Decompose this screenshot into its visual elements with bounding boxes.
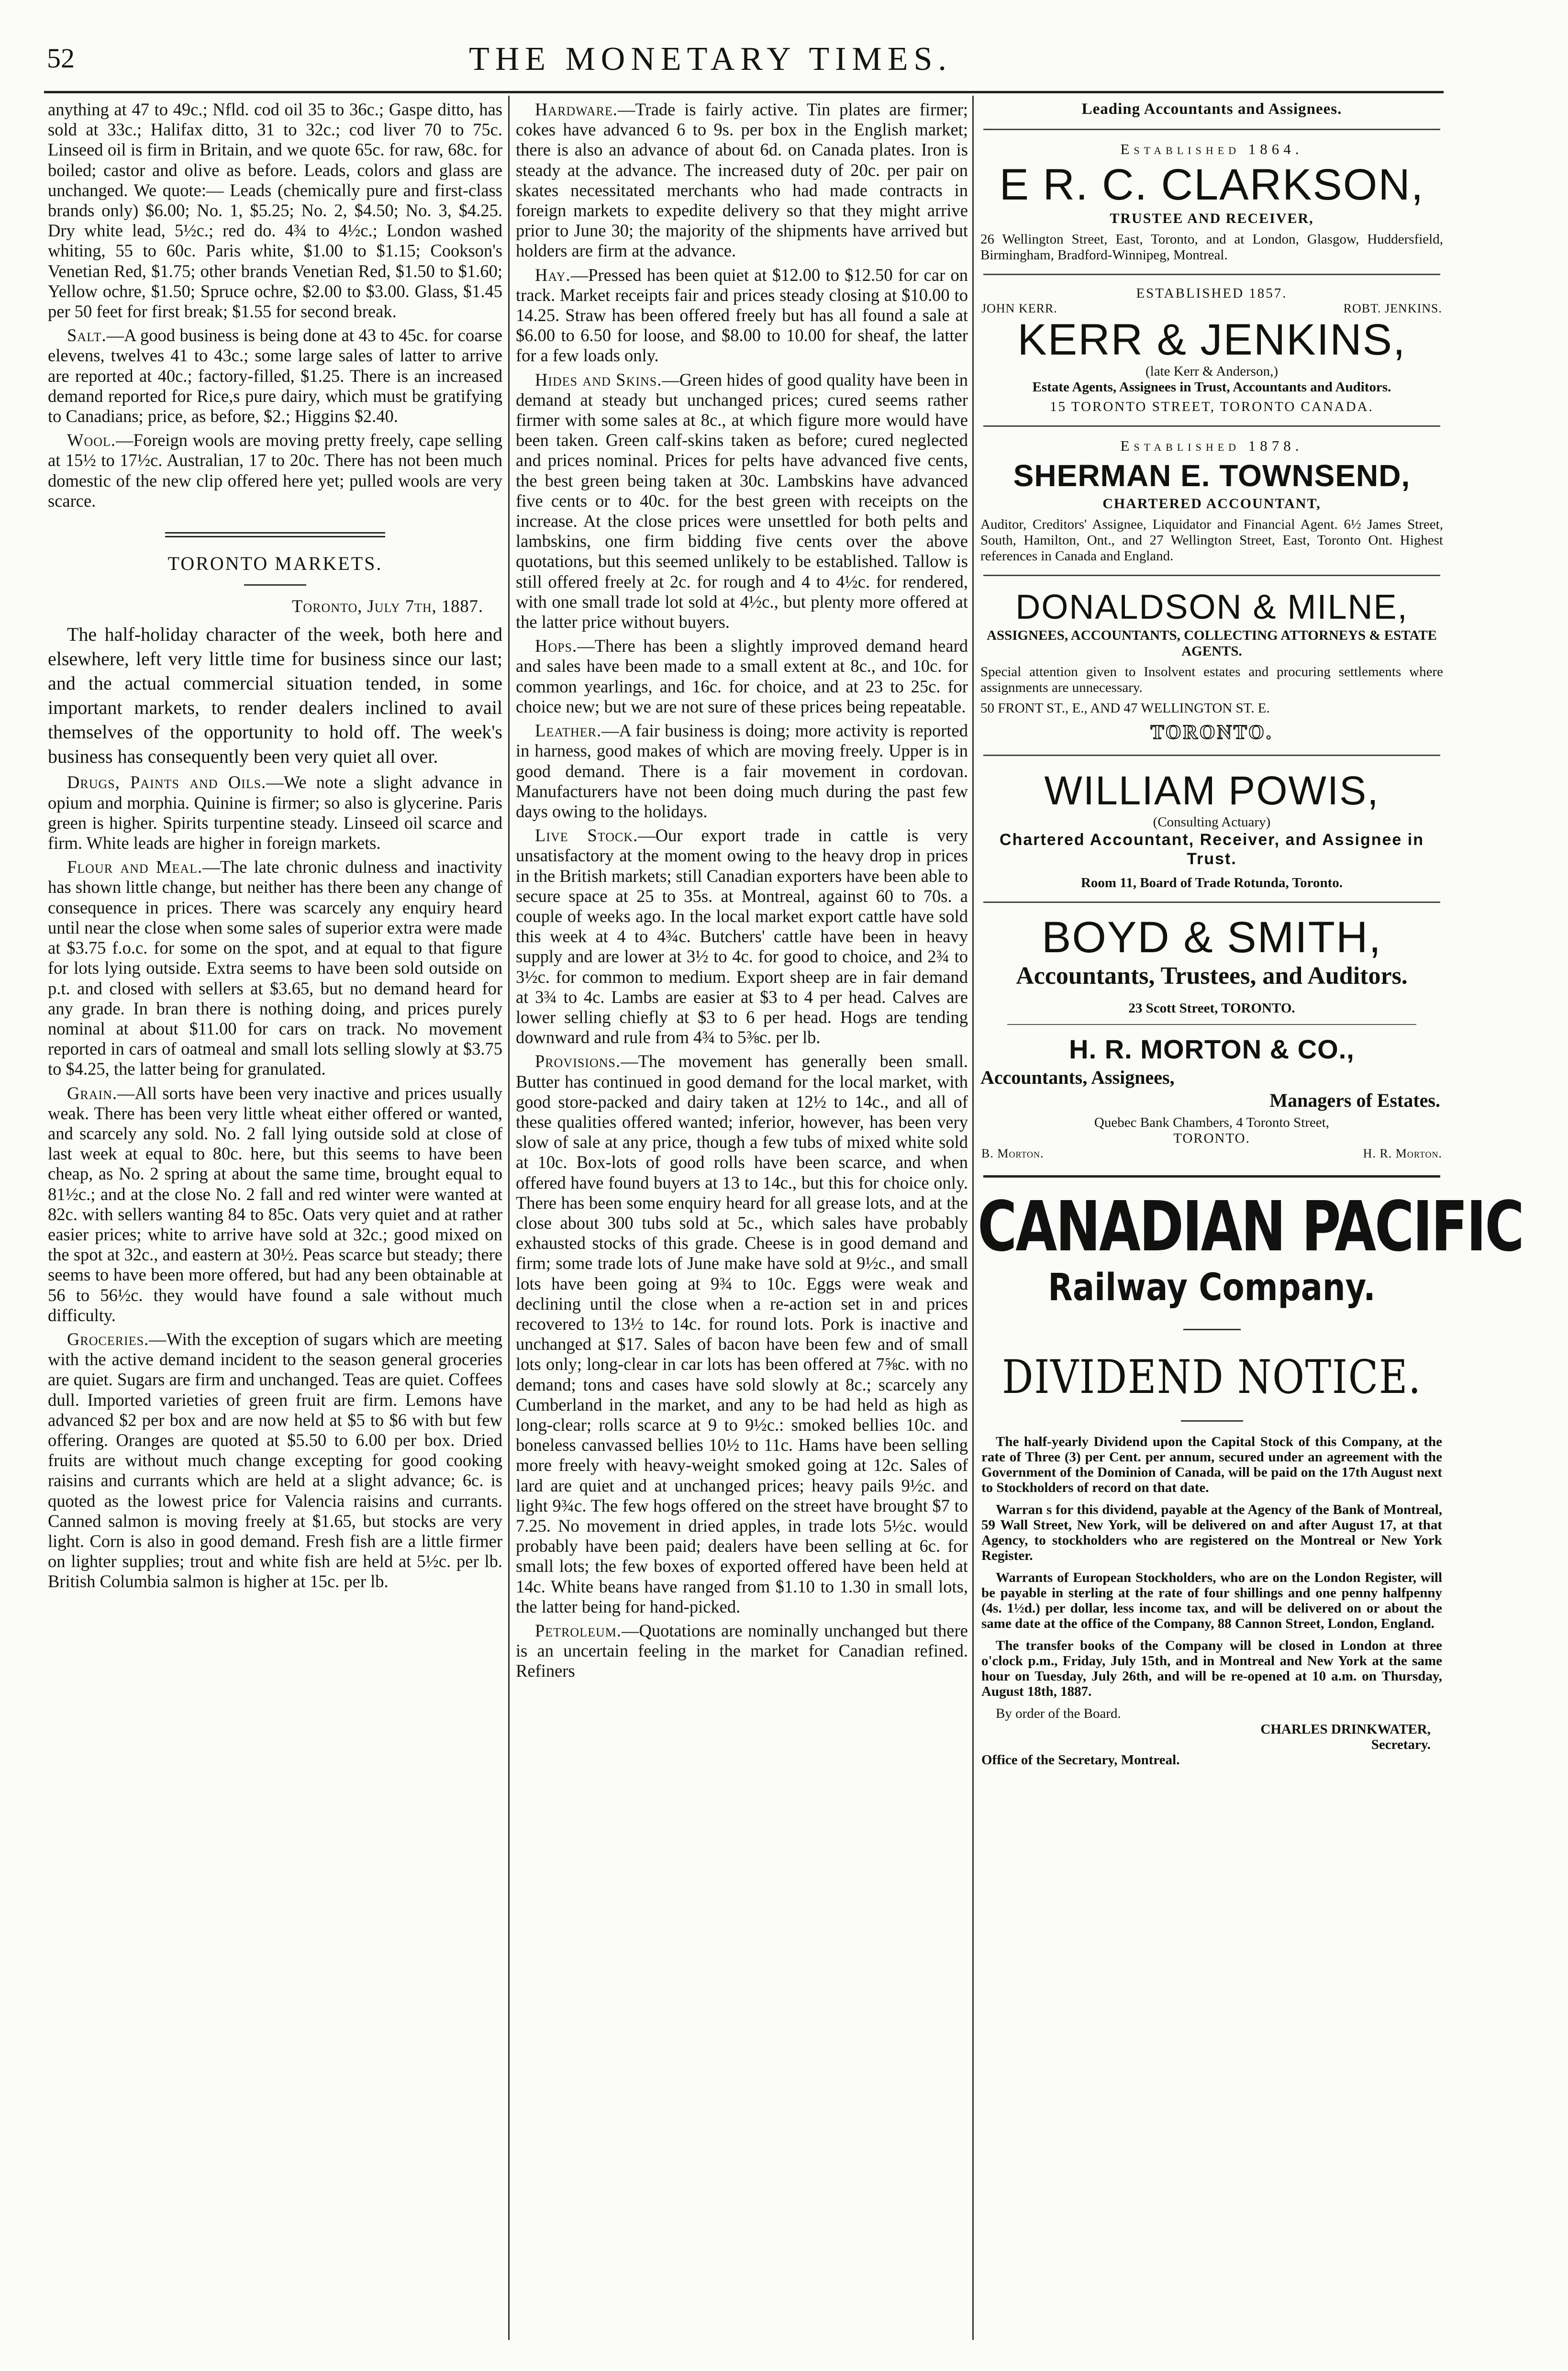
kerr-address: 15 TORONTO STREET, TORONTO CANADA. <box>1050 399 1374 414</box>
hay-paragraph <box>516 265 968 366</box>
salt-paragraph <box>48 325 502 426</box>
grain-paragraph <box>48 1083 502 1325</box>
hops-heading: Hops. <box>535 636 578 656</box>
ad-townsend <box>979 437 1445 564</box>
dividend-paragraph-1: The half-yearly Dividend upon the Capital Stock of this Company, at the rate of Three (3) per Cent. per annum, secured under an agreement with the Government of the Dominion of Canada, will be paid on the 17th August next to Stockholders of record on that date. <box>981 1434 1442 1495</box>
hides-paragraph <box>516 370 968 633</box>
hops-text: —There has been a slightly improved demand heard and sales have been made to a small extent at 8c., and 10c. for common yearlings, and 16c. for choice, and at 23 to 25c. for choice new; but we are not sure of these prices being repeatable. <box>516 636 968 716</box>
signer-title: Secretary. <box>1371 1737 1431 1752</box>
toronto-markets-heading: TORONTO MARKETS. <box>167 553 383 575</box>
petroleum-text: —Quotations are nominally unchanged but there is an uncertain feeling in the market for Canadian refined. Refiners <box>516 1621 968 1681</box>
hardware-paragraph <box>516 100 968 261</box>
cpr-rule <box>1183 1329 1241 1330</box>
hides-text: —Green hides of good quality have been in demand at steady but unchanged prices; cured seems rather firmer with some sales at 8c., at which figure more would have been taken. Green calf-skins taken as before; cured neglected and prices nominal. Prices for pelts have advanced five cents, the best green being taken at 30c. Lambskins have advanced five cents or to 40c. for the best green with receipts on the increase. At the close prices were unsettled for both pelts and lambskins, one firm bidding five cents over the above quotations, but this seemed unlikely to be established. Tallow is still offered freely at 2c. for rough and 4 to 4½c. for rendered, with one small trade lot sold at 4½c., but plenty more offered at the latter price without buyers. <box>516 369 968 632</box>
petroleum-heading: Petroleum. <box>535 1621 622 1641</box>
drugs-paragraph <box>48 772 502 853</box>
live-stock-text: —Our export trade in cattle is very unsatisfactory at the moment owing to the heavy drop in prices in the British markets; still Canadian exporters have been able to secure space at 25 to 35s. at Montreal, against 60 to 70s. a couple of weeks ago. In the local market export cattle have sold this week at 4 to 4¾c. Butchers' cattle have been in heavy supply and are lower at 3½ to 4c. for good to choice, and 2¾ to 3½c. for common to medium. Export sheep are in fair demand at 3¾ to 4c. Lambs are easier at $3 to 4 per head. Calves are lower selling chiefly at $3 to 6 per head. Hogs are tending downward and rule from 4¾ to 5⅜c. per lb. <box>516 825 968 1047</box>
hay-text: —Pressed has been quiet at $12.00 to $12.50 for car on track. Market receipts fair and prices steady closing at $10.00 to 14.25. Straw has been offered freely but has all found a sale at $6.00 to 6.50 for loose, and $8.00 to 10.00 for sheaf, the latter for a few loads only. <box>516 265 968 366</box>
provisions-text: —The movement has generally been small. Butter has continued in good demand for the local market, with good store-packed and dairy taken at 12½ to 14c., and all of these qualities offered wanted; inferior, however, has been very slow of sale at any price, though a few tubs of mixed white sold at 10c. Box-lots of good rolls have been scarce, and when offered have found buyers at 13 to 14c., but this for choice only. There has been some enquiry heard for all grease lots, and at the close about 300 tubs sold at 5c., which sales have probably exhausted stocks of this grade. Cheese is in good demand and firm; some trade lots of June make have sold at 9½c., and small lots have been going at 9¾ to 10c. Eggs were weak and declining until the close when a re-action set in and prices recovered to 13½ to 14c. for round lots. Pork is inactive and unchanged at $17. Sales of bacon have been few and of small lots only; long-clear in car lots has been offered at 7⅝c. with no demand; tons and cases have sold slowly at 8c.; scarcely any Cumberland in the market, and any to be had held as high as long-clear; rolls scarce at 9 to 9½c.: smoked bellies 10c. and boneless canvassed bellies 10½ to 11c. Hams have been selling more freely with heavy-weight smoked going at 12c. Sales of lard are quiet and at unchanged prices; heavy pails 9½c. and light 9¾c. The few hogs offered on the street have brought $7 to 7.25. No movement in dried apples, in trade lots 5½c. would probably have been paid; dealers have been selling at 6c. for small lots; the few boxes of exported offered have been held at 14c. White beans have ranged from $1.10 to 1.30 in small lots, the latter being for hand-picked. <box>516 1051 968 1616</box>
townsend-name: SHERMAN E. TOWNSEND, <box>1013 458 1411 493</box>
live-stock-paragraph <box>516 825 968 1047</box>
clarkson-role: TRUSTEE AND RECEIVER, <box>1110 211 1314 226</box>
ad-kerr-jenkins <box>979 286 1445 415</box>
donaldson-role: ASSIGNEES, ACCOUNTANTS, COLLECTING ATTORNEYS & ESTATE AGENTS. <box>987 628 1437 659</box>
morton-partner-1: B. Morton. <box>981 1147 1044 1160</box>
drugs-heading: Drugs, Paints and Oils. <box>67 772 267 792</box>
ad-divider <box>983 129 1440 130</box>
by-order: By order of the Board. <box>996 1706 1121 1721</box>
kerr-name: KERR & JENKINS, <box>1017 315 1406 364</box>
ad-clarkson <box>979 141 1445 263</box>
morton-role-1: Accountants, Assignees, <box>980 1067 1175 1088</box>
signer-name: CHARLES DRINKWATER, <box>1260 1722 1431 1737</box>
morton-partners <box>979 1147 1445 1161</box>
townsend-established: Established 1878. <box>1120 437 1303 454</box>
powis-name: WILLIAM POWIS, <box>1044 768 1379 813</box>
dividend-notice-heading: DIVIDEND NOTICE. <box>1002 1350 1422 1404</box>
salt-heading: Salt. <box>67 325 107 345</box>
dateline: Toronto, July 7th, 1887. <box>292 596 483 616</box>
kerr-role: Estate Agents, Assignees in Trust, Accountants and Auditors. <box>1032 379 1391 395</box>
dividend-paragraph-2: Warran s for this dividend, payable at the Agency of the Bank of Montreal, 59 Wall Street, New York, will be delivered on and after August 17, at that Agency, to stockholders who are registered on the Montreal or New York Register. <box>981 1502 1442 1563</box>
hops-paragraph <box>516 636 968 717</box>
flour-text: —The late chronic dulness and inactivity has shown little change, but neither has there been any change of consequence in prices. There was scarcely any enquiry heard until near the close when some sales of superior extra were made at $3.75 f.o.c. for some on the spot, and at equal to that figure for lots lying outside. Extra seems to have been sold outside on p.t. and closed with sellers at $3.65, but no demand heard for any grade. In bran there is nothing doing, and prices purely nominal at about $11.00 for cars on track. No movement reported in cars of oatmeal and small lots selling slowly at $3.75 to $4.25, the latter being for granulated. <box>48 857 502 1079</box>
morton-city: TORONTO. <box>1173 1131 1250 1146</box>
petroleum-paragraph <box>516 1621 968 1681</box>
ads-section-heading: Leading Accountants and Assignees. <box>1081 100 1342 118</box>
flour-heading: Flour and Meal. <box>67 857 203 877</box>
flour-paragraph <box>48 857 502 1079</box>
morton-role-2: Managers of Estates. <box>1269 1090 1440 1111</box>
hay-heading: Hay. <box>535 265 571 285</box>
donaldson-name: DONALDSON & MILNE, <box>1015 588 1408 626</box>
live-stock-heading: Live Stock. <box>535 825 638 846</box>
clarkson-established: Established 1864. <box>1120 141 1303 157</box>
hardware-heading: Hardware. <box>535 100 618 119</box>
boyd-address: 23 Scott Street, TORONTO. <box>1128 1001 1295 1016</box>
cpr-subtitle: Railway Company. <box>1048 1266 1376 1309</box>
page-number: 52 <box>47 43 75 74</box>
dividend-paragraph-3: Warrants of European Stockholders, who are on the London Register, will be payable in sterling at the rate of four shillings and one penny halfpenny (4s. 1½d.) per dollar, less income tax, and will be delivered on or about the same date at the office of the Company, 88 Cannon Street, London, England. <box>981 1570 1442 1631</box>
townsend-role: CHARTERED ACCOUNTANT, <box>1102 496 1321 512</box>
provisions-heading: Provisions. <box>535 1051 621 1071</box>
kerr-partners <box>979 301 1445 316</box>
boyd-name: BOYD & SMITH, <box>1042 913 1382 962</box>
office-line: Office of the Secretary, Montreal. <box>981 1752 1180 1768</box>
provisions-paragraph <box>516 1051 968 1617</box>
townsend-details: Auditor, Creditors' Assignee, Liquidator and Financial Agent. 6½ James Street, South, Hamilton, Ont., and 27 Wellington Street, East, Toronto Ont. Highest references in Canada and England. <box>980 517 1443 564</box>
kerr-late: (late Kerr & Anderson,) <box>1145 364 1278 379</box>
drugs-text: —We note a slight advance in opium and morphia. Quinine is firmer; so also is glycerine. Paris green is higher. Spirits turpentine steady. Linseed oil scarce and firm. White leads are higher in foreign markets. <box>48 772 502 853</box>
ad-powis <box>979 767 1445 891</box>
lead-paragraph: The half-holiday character of the week, both here and elsewhere, left very little time for business since our last; and the actual commercial situation tended, in some important markets, to render dealers inclined to avail themselves of the opportunity to hold off. The week's business has consequently been very quiet all over. <box>48 623 502 768</box>
cpr-rule <box>1181 1420 1243 1422</box>
ad-boyd-smith <box>979 913 1445 1016</box>
clarkson-name: E R. C. CLARKSON, <box>999 160 1424 209</box>
grain-text: —All sorts have been very inactive and prices usually weak. There has been very little wheat either offered or wanted, and scarcely any sold. No. 2 fall lying outside sold at close of last week at equal to 80c. here, but this seems to have been cheap, as No. 2 spring at about the same time, brought equal to 81½c.; and at the close No. 2 fall and red winter were wanted at 82c. with sellers wanting 84 to 85c. Oats very quiet and at rather easier prices; white to arrive have sold at 32c.; good mixed on the spot at 32c., and eastern at 30½. Peas scarce but steady; there seems to have been more offered, but had any been obtainable at 56 to 56½c. they would have found a sale without much difficulty. <box>48 1083 502 1325</box>
ad-divider <box>983 902 1440 903</box>
section-double-rule <box>165 532 385 537</box>
column-1 <box>48 100 502 1592</box>
column-divider-2 <box>972 96 974 2340</box>
ad-donaldson-milne <box>979 587 1445 744</box>
morton-partner-2: H. R. Morton. <box>1363 1147 1442 1160</box>
salt-text: —A good business is being done at 43 to 45c. for coarse elevens, twelves 41 to 43c.; some large sales of latter to arrive are reported at 40c.; factory-filled, $1.25. There is an increased demand reported for Rice,s pure dairy, which must be gratifying to Canadians; price, as before, $2.; Higgins $2.40. <box>48 325 502 426</box>
donaldson-details: Special attention given to Insolvent estates and procuring settlements where assignments are unnecessary. <box>980 664 1443 695</box>
wool-heading: Wool. <box>67 430 116 450</box>
boyd-role: Accountants, Trustees, and Auditors. <box>1016 962 1408 990</box>
leather-paragraph <box>516 721 968 822</box>
clarkson-address: 26 Wellington Street, East, Toronto, and at London, Glasgow, Huddersfield, Birmingham, Bradford-Winnipeg, Montreal. <box>980 232 1443 263</box>
kerr-partner-1: JOHN KERR. <box>981 301 1057 315</box>
cpr-title: CANADIAN PACIFIC <box>978 1186 1523 1267</box>
donaldson-address: 50 FRONT ST., E., AND 47 WELLINGTON ST. E. <box>980 701 1270 716</box>
powis-address: Room 11, Board of Trade Rotunda, Toronto. <box>1080 875 1343 891</box>
hides-heading: Hides and Skins. <box>535 369 662 390</box>
morton-name: H. R. MORTON & CO., <box>1069 1034 1355 1064</box>
column-2 <box>516 100 968 1681</box>
ad-morton <box>979 1033 1445 1161</box>
leather-text: —A fair business is doing; more activity is reported in harness, good makes of which are moving freely. Upper is in good demand. There is a fair movement in cordovan. Manufacturers have not been doing much during the past few days owing to the holidays. <box>516 721 968 821</box>
ad-divider <box>1007 1024 1416 1025</box>
dividend-paragraph-4: The transfer books of the Company will be closed in London at three o'clock p.m., Friday, July 15th, and in Montreal and New York at the same hour on Tuesday, July 26th, and will be re-opened at 10 a.m. on Thursday, August 18th, 1887. <box>981 1638 1442 1699</box>
donaldson-city: TORONTO. <box>1150 722 1273 744</box>
leather-heading: Leather. <box>535 721 602 741</box>
kerr-established: ESTABLISHED 1857. <box>1136 286 1288 301</box>
wool-text: —Foreign wools are moving pretty freely, cape selling at 15½ to 17½c. Australian, 17 to 20c. There has not been much domestic of the new clip offered here yet; pulled wools are very scarce. <box>48 430 502 511</box>
ad-divider <box>983 274 1440 275</box>
powis-note: (Consulting Actuary) <box>1153 814 1271 830</box>
lead-block <box>48 622 502 768</box>
advertisements-column <box>978 100 1523 1768</box>
header-rule <box>44 91 1444 93</box>
groceries-paragraph <box>48 1329 502 1592</box>
kerr-partner-2: ROBT. JENKINS. <box>1343 301 1442 315</box>
ad-divider-heavy <box>983 1175 1440 1178</box>
ad-canadian-pacific <box>978 1186 1523 1768</box>
heading-rule <box>244 584 306 586</box>
masthead-title: THE MONETARY TIMES. <box>469 41 952 78</box>
column-divider-1 <box>508 96 510 2340</box>
grain-heading: Grain. <box>67 1083 118 1103</box>
paint-oil-paragraph: anything at 47 to 49c.; Nfld. cod oil 35 to 36c.; Gaspe ditto, has sold at 33c.; Halifax ditto, 31 to 32c.; cod liver 70 to 75c. Linseed oil is firm in Britain, and we quote 65c. for raw, 68c. for boiled; castor and olive as before. Leads, colors and glass are unchanged. We quote:— Leads (chemically pure and first-class brands only) $6.00; No. 1, $5.25; No. 2, $4.50; No. 3, $4.25. Dry white lead, 5½c.; red do. 4¾ to 4½c.; London washed whiting, 55 to 60c. Paris white, $1.00 to $1.15; Cookson's Venetian Red, $1.75; other brands Venetian Red, $1.50 to $1.60; Yellow ochre, $1.50; Spruce ochre, $2.00 to $3.00. Glass, $1.45 per 50 feet for first break; $1.55 for second break. <box>48 100 502 322</box>
morton-address: Quebec Bank Chambers, 4 Toronto Street, <box>1094 1115 1330 1130</box>
hardware-text: —Trade is fairly active. Tin plates are firmer; cokes have advanced 6 to 9s. per box in the English market; there is also an advance of about 6d. on Canada plates. Iron is steady at the advance. The increased duty of 20c. per pair on skates necessitated merchants who had made contracts in foreign markets to expedite delivery so that they might arrive prior to June 30; the majority of the shipments have arrived but holders are firm at the advance. <box>516 100 968 261</box>
groceries-text: —With the exception of sugars which are meeting with the active demand incident to the season general groceries are quiet. Sugars are firm and unchanged. Teas are quiet. Coffees dull. Imported varieties of green fruit are firm. Lemons have advanced $2 per box and are now held at $5 to $6 with but few offering. Oranges are quoted at $5.50 to 6.00 per box. Dried fruits are without much change excepting for good cooking raisins and currants which are held at a slight advance; 6c. is quoted as the lowest price for Valencia raisins and currants. Canned salmon is moving freely at $1.65, but stocks are very light. Corn is also in good demand. Fresh fish are a little firmer on lighter supplies; trout and white fish are held at 5½c. per lb. British Columbia salmon is higher at 15c. per lb. <box>48 1329 502 1592</box>
powis-role: Chartered Accountant, Receiver, and Assignee in Trust. <box>1000 831 1424 868</box>
ad-divider <box>983 425 1440 427</box>
groceries-heading: Groceries. <box>67 1329 149 1349</box>
ad-divider <box>983 575 1440 576</box>
ad-divider <box>983 755 1440 756</box>
wool-paragraph <box>48 430 502 511</box>
